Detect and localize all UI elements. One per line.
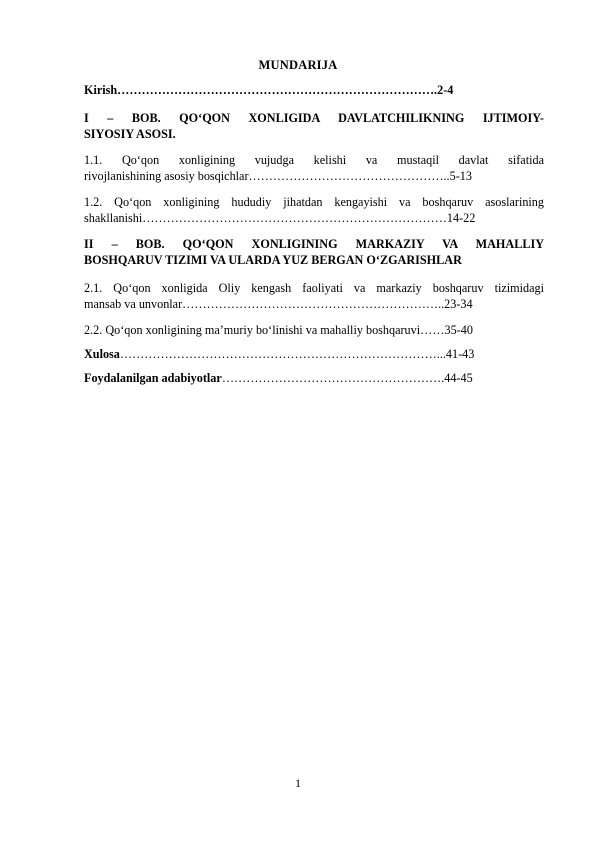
toc-line: 2.2. Qo‘qon xonligining ma’muriy bo‘linishi va mahalliy boshqaruvi……35-40 [84, 323, 473, 337]
page-number: 1 [295, 776, 301, 790]
toc-line: II – BOB. QO‘QON XONLIGINING MARKAZIY VA MAHALLIY [84, 237, 544, 251]
toc-entry-chapter-2 [84, 236, 544, 268]
toc-leader: ……………………………………………………………………...41-43 [119, 347, 475, 361]
toc-line: 1.1. Qo‘qon xonligining vujudga kelishi va mustaqil davlat sifatida [84, 153, 544, 167]
toc-entry-bibliography [84, 370, 544, 386]
toc-line: Kirish…………………………………………………………………….2-4 [84, 83, 454, 97]
toc-entry-xulosa [84, 346, 544, 362]
toc-label: Foydalanilgan adabiyotlar [84, 371, 222, 385]
toc-line: 2.1. Qo‘qon xonligida Oliy kengash faoliyati va markaziy boshqaruv tizimidagi [84, 281, 544, 295]
toc-entry-section-2-1 [84, 280, 544, 312]
toc-line: rivojlanishining asosiy bosqichlar…………………………………………..5-13 [84, 169, 472, 183]
toc-entry-section-1-2 [84, 194, 544, 226]
toc-line: mansab va unvonlar………………………………………………………..23-34 [84, 297, 473, 311]
toc-leader: ……………………………………………….44-45 [221, 371, 473, 385]
toc-line: shakllanishi…………………………………………………………………14-22 [84, 211, 476, 225]
toc-label: Xulosa [84, 347, 120, 361]
toc-entry-kirish [84, 82, 544, 98]
toc-entry-section-1-1 [84, 152, 544, 184]
toc-line: BOSHQARUV TIZIMI VA ULARDA YUZ BERGAN O‘ZGARISHLAR [84, 253, 462, 267]
toc-line: SIYOSIY ASOSI. [84, 127, 176, 141]
toc-entry-chapter-1 [84, 110, 544, 142]
page-title: MUNDARIJA [258, 58, 338, 72]
toc-entry-section-2-2 [84, 322, 544, 338]
toc-line [84, 346, 544, 362]
toc-line [84, 370, 544, 386]
toc-line: I – BOB. QO‘QON XONLIGIDA DAVLATCHILIKNING IJTIMOIY- [84, 111, 544, 125]
toc-line: 1.2. Qo‘qon xonligining hududiy jihatdan kengayishi va boshqaruv asoslarining [84, 195, 544, 209]
